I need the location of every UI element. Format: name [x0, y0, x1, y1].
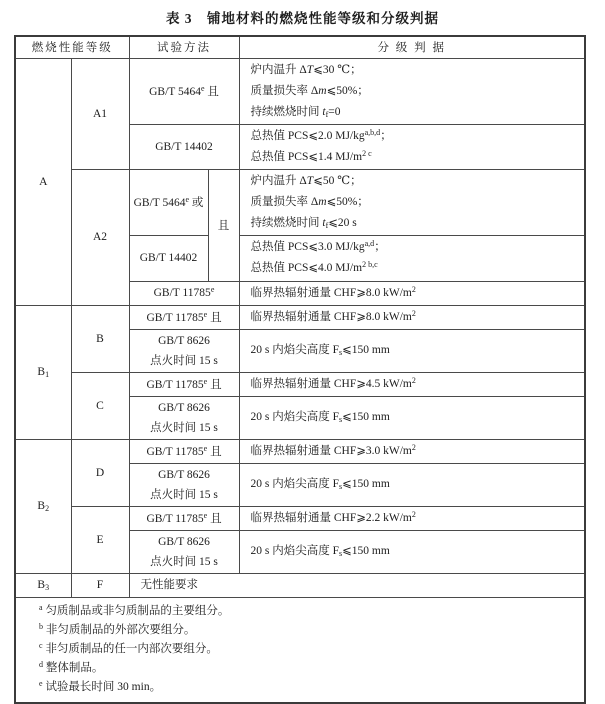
criteria-line: 临界热辐射通量 CHF⩾4.5 $kW/m^2$	[250, 375, 416, 390]
cell-grade-d: D	[71, 439, 129, 506]
table-row	[15, 169, 585, 235]
cell-criteria-no-requirement	[129, 573, 585, 597]
criteria-line: 20 s 内焰尖高度 $F_s⩽150$ mm	[250, 344, 390, 357]
cell-grade-a: A	[15, 58, 71, 305]
criteria-line: 20 s 内焰尖高度 $F_s⩽150$ mm	[250, 478, 390, 491]
criteria-line: 20 s 内焰尖高度 $F_s⩽150$ mm	[250, 411, 390, 424]
criteria-line: 临界热辐射通量 CHF⩾3.0 $kW/m^2$	[250, 442, 416, 457]
cell-method-d-gb8626	[129, 463, 239, 506]
cell-method-c-gb8626	[129, 396, 239, 439]
cell-method-a2-gb5464: GB/T 5464e 或	[129, 169, 208, 235]
cell-method-and-joiner: 且	[208, 169, 239, 281]
cell-method-b-gb8626	[129, 329, 239, 372]
cell-criteria-e-chf	[239, 506, 585, 530]
method-line: GB/T 8626	[158, 535, 210, 548]
method-line: 点火时间 15 s	[150, 421, 218, 434]
footnote-e: $^e$ 试验最长时间 30 min。	[39, 679, 162, 694]
header-row	[15, 36, 585, 58]
table-row	[15, 439, 585, 463]
grade-criteria-table	[14, 35, 586, 704]
cell-criteria-a2-pcs	[239, 235, 585, 281]
cell-method-e-gb8626	[129, 530, 239, 573]
cell-criteria-e-fs	[239, 530, 585, 573]
criteria-line: 总热值 PCS⩽1.4 $MJ/m^{2 c}$	[250, 148, 372, 163]
cell-criteria-a1-pcs	[239, 124, 585, 169]
criteria-line: 临界热辐射通量 CHF⩾2.2 $kW/m^2$	[250, 509, 416, 524]
method-line: GB/T 8626	[158, 401, 210, 414]
cell-method-d-gb11785: GB/T 11785e 且	[129, 439, 239, 463]
cell-criteria-a2-chf	[239, 281, 585, 305]
method-line: 点火时间 15 s	[150, 555, 218, 568]
cell-grade-f: F	[71, 573, 129, 597]
cell-grade-b2: $B_2$	[15, 439, 71, 573]
criteria-line: 临界热辐射通量 CHF⩾8.0 $kW/m^2$	[250, 308, 416, 323]
cell-method-a2-gb14402: GB/T 14402	[129, 235, 208, 281]
table-row	[15, 506, 585, 530]
footnote-b: $^b$ 非匀质制品的外部次要组分。	[39, 621, 196, 636]
cell-grade-b: B	[71, 305, 129, 372]
cell-grade-a2: A2	[71, 169, 129, 305]
cell-criteria-c-chf	[239, 372, 585, 396]
cell-criteria-b-chf	[239, 305, 585, 329]
criteria-line: 总热值 PCS⩽2.0 MJ/kg$^{a,b,d}$；	[250, 127, 392, 142]
criteria-line: 质量损失率 Δm⩽50%；	[250, 195, 369, 208]
criteria-line: 炉内温升 ΔT⩽30 ℃；	[250, 63, 362, 76]
criteria-line: 持续燃烧时间 $t_f⩽20$ s	[250, 216, 357, 230]
cell-method-c-gb11785: GB/T 11785e 且	[129, 372, 239, 396]
table-row	[15, 305, 585, 329]
method-line: 点火时间 15 s	[150, 354, 218, 367]
cell-criteria-d-chf	[239, 439, 585, 463]
criteria-line: 总热值 PCS⩽3.0 MJ/kg$^{a,d}$；	[250, 239, 386, 253]
criteria-line: 总热值 PCS⩽4.0 $MJ/m^{2 b,c}$	[250, 260, 378, 274]
method-line: GB/T 8626	[158, 334, 210, 347]
header-grade: 燃烧性能等级	[15, 36, 129, 58]
criteria-line: 无性能要求	[140, 578, 198, 591]
cell-method-a1-gb14402: GB/T 14402	[129, 124, 239, 169]
method-line: GB/T 8626	[158, 468, 210, 481]
cell-method-a2-gb11785: GB/T 11785e	[129, 281, 239, 305]
cell-grade-a1: A1	[71, 58, 129, 169]
footnote-d: $^d$ 整体制品。	[39, 660, 104, 675]
method-line: 点火时间 15 s	[150, 488, 218, 501]
cell-criteria-c-fs	[239, 396, 585, 439]
cell-criteria-a1-furnace	[239, 58, 585, 124]
cell-grade-b1: $B_1$	[15, 305, 71, 439]
table-row	[15, 372, 585, 396]
cell-criteria-a2-furnace	[239, 169, 585, 235]
header-method: 试验方法	[129, 36, 239, 58]
cell-method-e-gb11785: GB/T 11785e 且	[129, 506, 239, 530]
cell-method-b-gb11785: GB/T 11785e 且	[129, 305, 239, 329]
table-title: 表 3 铺地材料的燃烧性能等级和分级判据	[165, 11, 440, 26]
footnote-c: $^c$ 非匀质制品的任一内部次要组分。	[39, 640, 218, 655]
footnote-a: $^a$ 匀质制品或非匀质制品的主要组分。	[39, 602, 230, 617]
table-row	[15, 58, 585, 124]
cell-grade-c: C	[71, 372, 129, 439]
cell-grade-e: E	[71, 506, 129, 573]
criteria-line: 质量损失率 Δm⩽50%；	[250, 84, 369, 97]
cell-footnotes	[15, 597, 585, 703]
cell-criteria-b-fs	[239, 329, 585, 372]
cell-criteria-d-fs	[239, 463, 585, 506]
cell-grade-b3: $B_3$	[15, 573, 71, 597]
header-criteria: 分 级 判 据	[239, 36, 585, 58]
table-row	[15, 573, 585, 597]
criteria-line: 临界热辐射通量 CHF⩾8.0 $kW/m^2$	[250, 284, 416, 299]
cell-method-a1-gb5464: GB/T 5464e 且	[129, 58, 239, 124]
criteria-line: 炉内温升 ΔT⩽50 ℃；	[250, 174, 362, 187]
criteria-line: 20 s 内焰尖高度 $F_s⩽150$ mm	[250, 545, 390, 558]
footnotes-row	[15, 597, 585, 703]
criteria-line: 持续燃烧时间 $t_f=0$	[250, 105, 341, 119]
